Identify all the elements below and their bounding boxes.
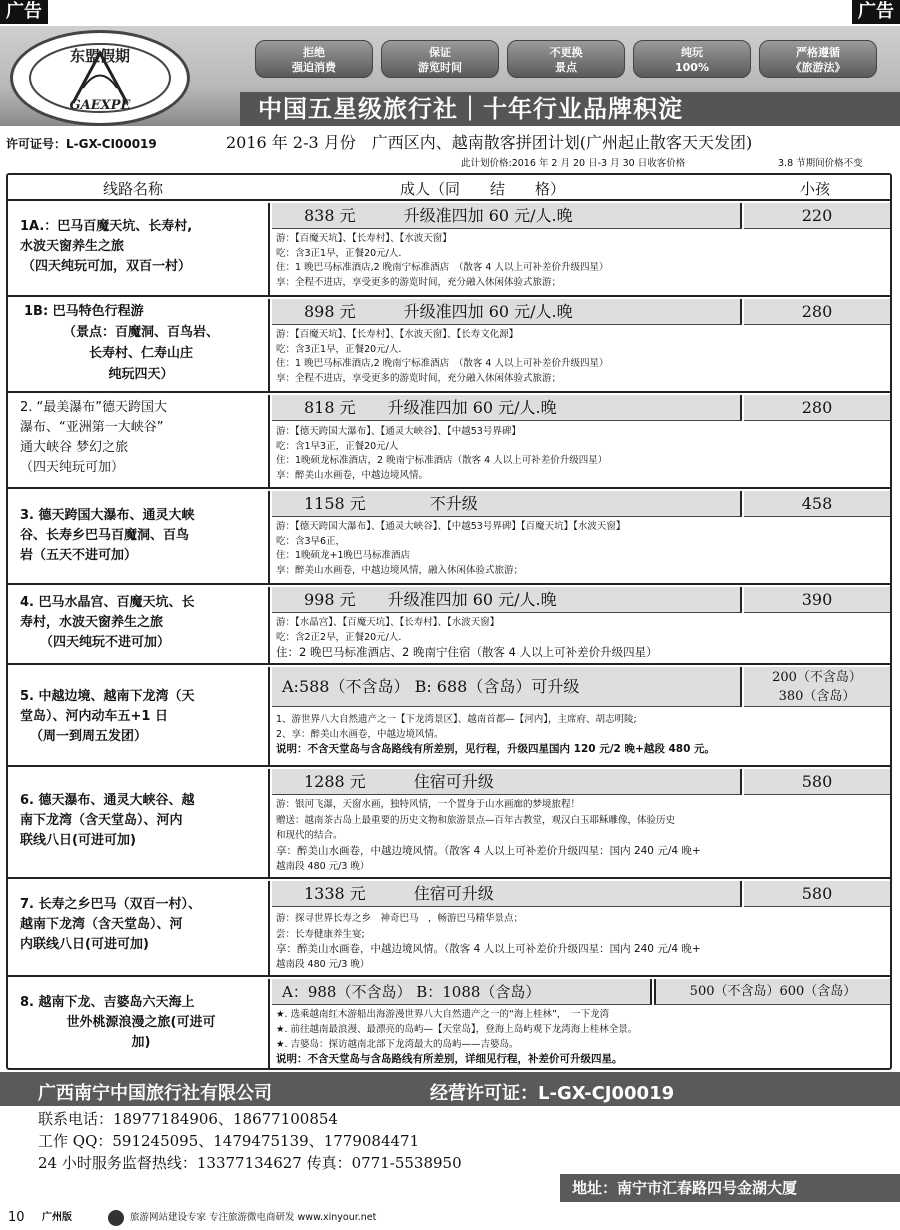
route-details: 游：【百魔天坑】、【长寿村】、【水波天窗】、【长寿文化源】 吃：含3正1早，正餐20元/人. 住：1 晚巴马标准酒店,2 晚南宁标准酒店 （散客 4 人以上可补差价升级四星） 享：全程不进店，享受更多的游览时间，充分融入休闲体验式旅游； (276, 329, 609, 384)
table-row (8, 587, 890, 665)
slogan-bar: 中国五星级旅行社｜十年行业品牌积淀 (240, 92, 900, 126)
route-name: 5. 中越边境、越南下龙湾（天 堂岛）、河内动车五+1 日 （周一到周五发团） (8, 667, 270, 765)
promise-badges (255, 40, 877, 78)
table-row (8, 299, 890, 393)
route-name: 1A.：巴马百魔天坑、长寿村, 水波天窗养生之旅 （四天纯玩可加，双百一村） (8, 203, 270, 295)
holiday-price-note: 3.8 节期间价格不变 (778, 158, 863, 169)
header-adult: 成人（同 结 格） (400, 180, 566, 198)
adult-price: 1288 元 住宿可升级 (272, 769, 742, 795)
route-details: 游：【水晶宫】、【百魔天坑】、【长寿村】、【水波天窗】 吃：含2正2早，正餐20元/人. 住：2 晚巴马标准酒店、2 晚南宁住宿（散客 4 人以上可补差价升级四星） (276, 617, 658, 659)
route-details: 游：【百魔天坑】、【长寿村】、【水波天窗】 吃：含3正1早，正餐20元/人. 住：1 晚巴马标准酒店,2 晚南宁标准酒店 （散客 4 人以上可补差价升级四星） 享：全程不进店，享受更多的游览时间，充分融入休闲体验式旅游； (276, 233, 609, 288)
contact-phone: 联系电话：18977184906、18677100854 (38, 1110, 338, 1128)
adult-price: 998 元 升级准四加 60 元/人.晚 (272, 587, 742, 613)
child-price: 390 (744, 587, 890, 613)
company-logo (10, 30, 190, 126)
route-name: 8. 越南下龙、吉婆岛六天海上 世外桃源浪漫之旅(可进可 加) (8, 979, 270, 1070)
child-price: 458 (744, 491, 890, 517)
child-price: 280 (744, 299, 890, 325)
route-name: 2. “最美瀑布”德天跨国大 瀑布、“亚洲第一大峡谷” 通大峡谷 梦幻之旅 （四天纯玩可加） (8, 395, 270, 487)
company-address: 地址：南宁市汇春路四号金湖大厦 (560, 1174, 900, 1202)
child-price: 280 (744, 395, 890, 421)
table-row (8, 979, 890, 1070)
header-route: 线路名称 (103, 180, 164, 198)
price-validity-note: 此计划价格:2016 年 2 月 20 日-3 月 30 日收客价格 (461, 158, 686, 169)
route-price-table (6, 173, 892, 1070)
table-row (8, 203, 890, 297)
route-details: 游：银河飞瀑，天窗水画，独特风情，一个置身于山水画廊的梦境旅程！ 赠送：越南茶古岛上最重要的历史文物和旅游景点—百年古教堂，观汉白玉耶稣雕像，体验历史 和现代的结合。 享：醉美山水画卷，中越边境风情。（散客 4 人以上可补差价升级四星：国内 240 元/4 晚+ 越南段 480 元/3 晚） (276, 799, 701, 872)
adult-price: A:588（不含岛） B: 688（含岛）可升级 (272, 667, 742, 707)
child-price: 500（不含岛）600（含岛） (654, 979, 890, 1005)
badge-no-change-spots: 不更换 景点 (507, 40, 625, 78)
plan-title: 2016 年 2-3 月份 广西区内、越南散客拼团计划(广州起止散客天天发团) (226, 133, 753, 152)
bottom-tagline: 旅游网站建设专家 专注旅游微电商研发 www.xinyour.net (130, 1212, 377, 1223)
route-name: 3. 德天跨国大瀑布、通灵大峡 谷、长寿乡巴马百魔洞、百鸟 岩（五天不进可加） (8, 491, 270, 583)
contact-hotline: 24 小时服务监督热线：13377134627 传真：0771-5538950 (38, 1154, 462, 1172)
contact-qq: 工作 QQ：591245095、1479475139、1779084471 (38, 1132, 420, 1150)
operating-license: 经营许可证：L-GX-CJ00019 (430, 1083, 675, 1104)
table-row (8, 491, 890, 585)
child-price: 200（不含岛） 380（含岛） (744, 667, 890, 707)
table-header (8, 175, 890, 201)
table-row (8, 881, 890, 977)
adult-price: 1158 元 不升级 (272, 491, 742, 517)
badge-tourism-law: 严格遵循 《旅游法》 (759, 40, 877, 78)
child-price: 220 (744, 203, 890, 229)
brand-logo-icon (108, 1210, 124, 1226)
child-price: 580 (744, 881, 890, 907)
page-number: 10 (8, 1210, 25, 1225)
adult-price: 818 元 升级准四加 60 元/人.晚 (272, 395, 742, 421)
ad-label-right: 广告 (852, 0, 900, 24)
adult-price: A：988（不含岛） B：1088（含岛） (272, 979, 652, 1005)
badge-guaranteed-time: 保证 游览时间 (381, 40, 499, 78)
table-row (8, 667, 890, 767)
header-banner (0, 26, 900, 126)
header-child: 小孩 (800, 180, 831, 198)
route-details: ★. 选乘越南红木游船出海游漫世界八大自然遗产之一的“海上桂林”， 一下龙湾 ★. 前往越南最浪漫、最漂亮的岛屿—【天堂岛】，登海上岛屿观下龙湾海上桂林全景。 ★. 吉婆岛：探访越南北部下龙湾最大的岛屿——吉婆岛。 说明：不含天堂岛与含岛路线有所差别，详细见行程，补差价可升级四星。 (276, 1009, 638, 1065)
table-row (8, 769, 890, 879)
route-details: 1、游世界八大自然遗产之一【下龙湾景区】、越南首都—【河内】，主席府、胡志明陵; 2、享：醉美山水画卷，中越边境风情。 说明：不含天堂岛与含岛路线有所差别，见行程，升级四星国内 120 元/2 晚+越段 480 元。 (276, 714, 716, 755)
route-name: 6. 德天瀑布、通灵大峡谷、越 南下龙湾（含天堂岛）、河内 联线八日(可进可加) (8, 769, 270, 877)
adult-price: 1338 元 住宿可升级 (272, 881, 742, 907)
table-row (8, 395, 890, 489)
child-price: 580 (744, 769, 890, 795)
ad-label-left: 广告 (0, 0, 48, 24)
route-name: 1B: 巴马特色行程游 （景点：百魔洞、百鸟岩、 长寿村、仁寿山庄 纯玩四天） (8, 299, 270, 391)
edition-label: 广州版 (42, 1212, 72, 1223)
license-number: 许可证号：L-GX-CI00019 (6, 137, 157, 151)
page-bottom-bar (0, 1205, 900, 1230)
route-details: 游：探寻世界长寿之乡 神奇巴马 ，畅游巴马精华景点； 尝：长寿健康养生宴; 享：醉美山水画卷，中越边境风情。（散客 4 人以上可补差价升级四星：国内 240 元/4 晚+ 越南段 480 元/3 晚） (276, 913, 701, 970)
adult-price: 838 元 升级准四加 60 元/人.晚 (272, 203, 742, 229)
route-name: 4. 巴马水晶宫、百魔天坑、长 寿村，水波天窗养生之旅 （四天纯玩不进可加） (8, 587, 270, 663)
route-name: 7. 长寿之乡巴马（双百一村）、 越南下龙湾（含天堂岛）、河 内联线八日(可进可加) (8, 881, 270, 975)
badge-pure-play: 纯玩 100% (633, 40, 751, 78)
adult-price: 898 元 升级准四加 60 元/人.晚 (272, 299, 742, 325)
badge-no-forced-shopping: 拒绝 强迫消费 (255, 40, 373, 78)
company-name: 广西南宁中国旅行社有限公司 (38, 1083, 272, 1104)
logo-top-text: 东盟假期 (69, 47, 130, 65)
route-details: 游：【德天跨国大瀑布】、【通灵大峡谷】、【中越53号界碑】 吃：含1早3正，正餐20元/人 住：1晚硕龙标准酒店，2 晚南宁标准酒店（散客 4 人以上可补差价升级四星） 享：醉美山水画卷，中越边境风情。 (276, 426, 608, 481)
route-details: 游：【德天跨国大瀑布】、【通灵大峡谷】、【中越53号界碑】【百魔天坑】【水波天窗】 吃：含3早6正， 住：1晚硕龙+1晚巴马标准酒店 享：醉美山水画卷，中越边境风情，融入休闲体验式旅游； (276, 521, 626, 576)
logo-bottom-text: GAEXPE (69, 98, 131, 113)
